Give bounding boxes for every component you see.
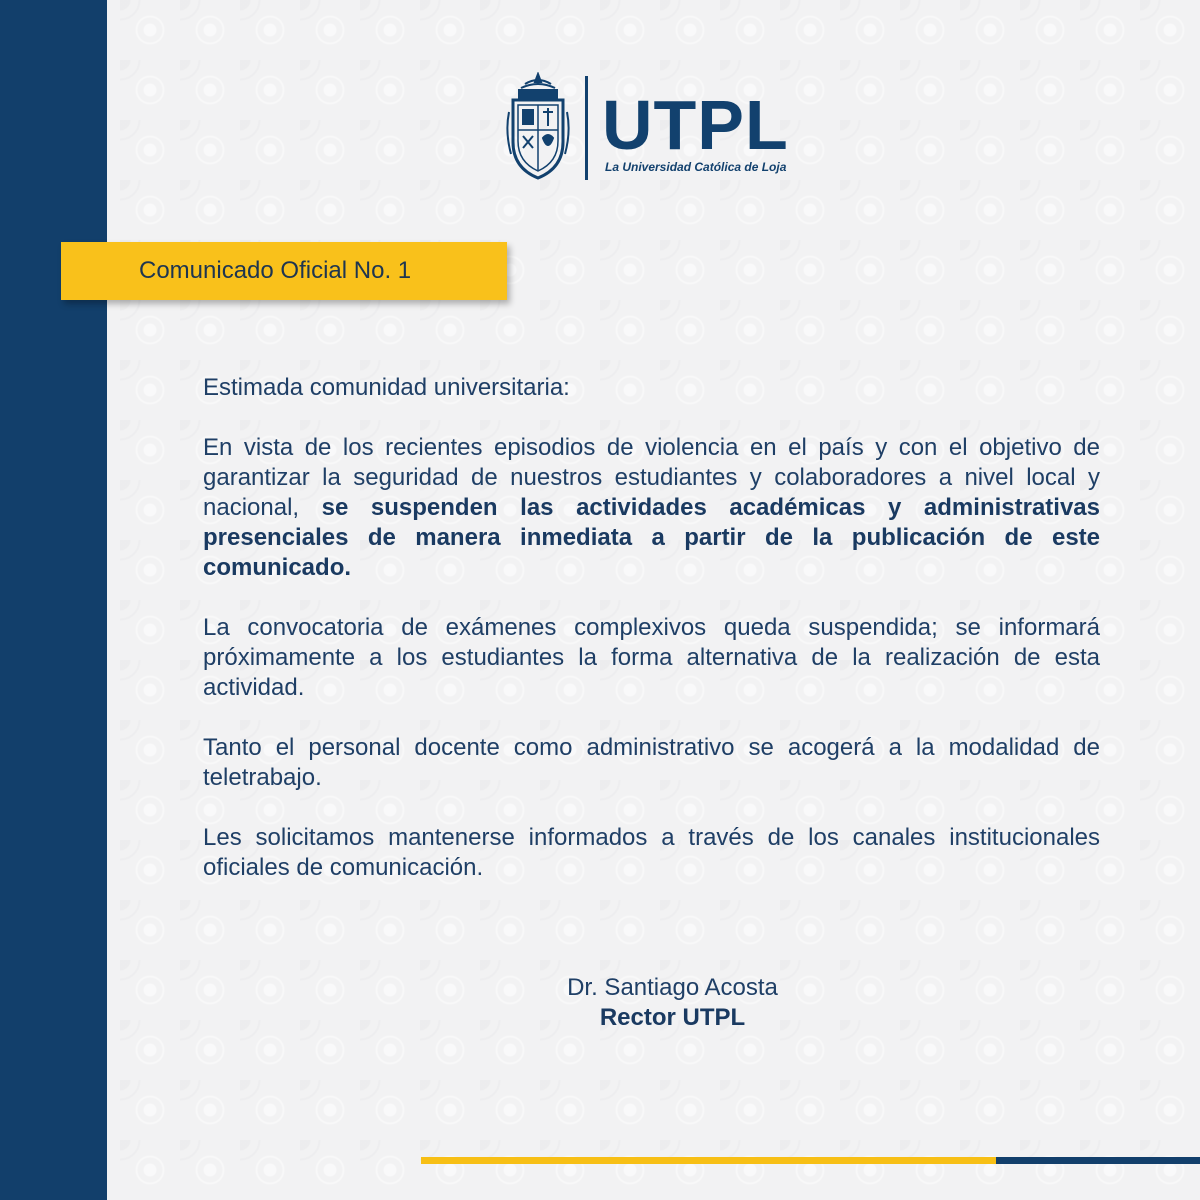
paragraph-suspension-emphasis: se suspenden las actividades académicas y administrativas presenciales de manera inmediata a partir de la publicación de este comunicado. bbox=[203, 494, 1100, 581]
left-side-bar bbox=[0, 0, 107, 1200]
greeting: Estimada comunidad universitaria: bbox=[203, 374, 570, 401]
paragraph-telework: Tanto el personal docente como administrativo se acogerá a la modalidad de teletrabajo. bbox=[203, 734, 1100, 791]
utpl-logo bbox=[505, 72, 795, 182]
university-crest-icon bbox=[505, 72, 571, 180]
signature-title: Rector UTPL bbox=[599, 1004, 746, 1031]
paragraph-channels: Les solicitamos mantenerse informados a través de los canales institucionales oficiales de comunicación. bbox=[203, 824, 1100, 881]
paragraph-exams: La convocatoria de exámenes complexivos queda suspendida; se informará próximamente a los estudiantes la forma alternativa de la realización de esta actividad. bbox=[203, 614, 1100, 701]
paragraph-suspension-intro: En vista de los recientes episodios de violencia en el país y con el objetivo de garantizar la seguridad de nuestros estudiantes y colaboradores a nivel local y nacional, bbox=[203, 434, 1100, 521]
title-banner bbox=[61, 242, 507, 300]
signature-block bbox=[430, 973, 915, 1033]
logo-divider bbox=[585, 76, 588, 180]
signature-name: Dr. Santiago Acosta bbox=[567, 974, 778, 1001]
logo-wordmark: UTPL bbox=[602, 86, 789, 164]
logo-tagline: La Universidad Católica de Loja bbox=[605, 160, 787, 174]
bottom-blue-line bbox=[996, 1157, 1200, 1164]
paragraph-suspension bbox=[203, 433, 1100, 583]
letter-body bbox=[203, 373, 1100, 913]
banner-title: Comunicado Oficial No. 1 bbox=[139, 257, 412, 284]
bottom-yellow-line bbox=[421, 1157, 996, 1164]
